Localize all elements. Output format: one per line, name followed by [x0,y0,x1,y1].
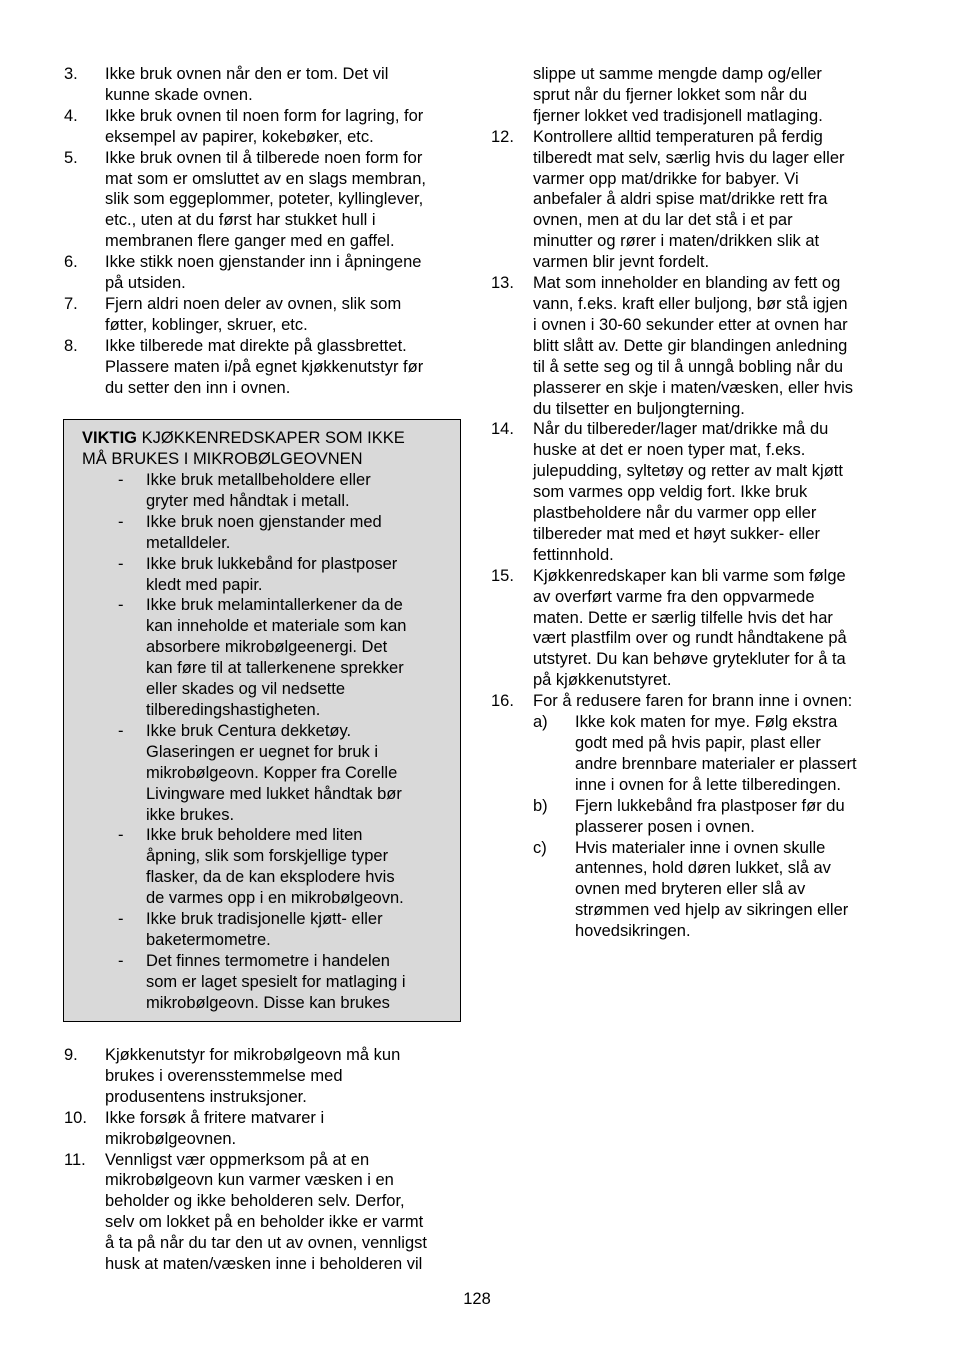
list-item-marker: 8. [64,336,78,355]
warning-item-text: Det finnes termometre i handelen som er laget spesielt for matlaging i mikrobølgeovn. Disse kan brukes [146,951,406,1012]
list-item [64,1108,464,1150]
list-item-marker: 10. [64,1108,87,1127]
warning-list [118,470,448,1014]
sub-item-marker: b) [533,796,548,815]
list-item-marker: 5. [64,148,78,167]
list-item-text: For å redusere faren for brann inne i ovnen: [533,692,853,711]
warning-item-text: Ikke bruk Centura dekketøy. Glaseringen er uegnet for bruk i mikrobølgeovn. Kopper fra Corelle Livingware med lukket håndtak bør ikke brukes. [146,721,402,824]
list-item-text: Ikke bruk ovnen til å tilberede noen form for mat som er omsluttet av en slags membran, slik som eggeplommer, poteter, kyllinglever, etc., uten at du først har stukket hull i membranen flere ganger med en gaffel. [105,148,426,251]
list-item [64,1045,464,1108]
warning-item-text: Ikke bruk lukkebånd for plastposer kledt med papir. [146,554,398,594]
warning-item-text: Ikke bruk beholdere med liten åpning, slik som forskjellige typer flasker, da de kan eksplodere hvis de varmes opp i en mikrobølgeovn. [146,826,404,908]
warning-item [118,554,448,596]
sub-item [491,796,891,838]
list-item-marker: 9. [64,1046,78,1064]
list-item [64,336,464,399]
list-item-marker: 6. [64,253,78,272]
warning-item-text: Ikke bruk melamintallerkener da de kan inneholde et materiale som kan absorbere mikrobølgeenergi. Det kan føre til at tallerkenene sprekker eller skades og vil nedsette tilberedingshastigheten. [146,596,407,719]
list-item-marker: 16. [491,692,514,711]
warning-item-marker: - [118,512,124,531]
list-item-text: Ikke bruk ovnen når den er tom. Det vil kunne skade ovnen. [105,65,389,104]
page-number: 128 [463,1290,491,1308]
continued-text: slippe ut samme mengde damp og/eller sprut når du fjerner lokket som når du fjerner lokket ved tradisjonell matlaging. [533,65,823,125]
list-item-text: Når du tilbereder/lager mat/drikke må du huske at det er noen typer mat, f.eks. julepudding, syltetøy og retter av malt kjøtt som varmes opp veldig fort. Ikke bruk plastbeholdere når du varmer opp eller tilbereder mat med et høyt sukker- eller fettinnhold. [533,420,843,564]
sub-item [491,712,891,796]
warning-item-marker: - [118,554,124,573]
warning-box [63,419,461,1022]
list-item-marker: 13. [491,274,514,293]
list-item-text: Kjøkkenredskaper kan bli varme som følge av overført varme fra den oppvarmede maten. Dette er særlig tilfelle hvis det har vært plastfilm over og rundt håndtakene på utstyret. Du kan behøve grytekluter for å ta på kjøkkenutstyret. [533,566,847,690]
sub-item-marker: a) [533,713,548,732]
warning-item-text: Ikke bruk noen gjenstander med metalldeler. [146,512,382,552]
list-item-text: Ikke bruk ovnen til noen form for lagring, for eksempel av papirer, kokebøker, etc. [105,106,424,146]
list-item [64,106,464,148]
list-item-marker: 11. [64,1150,86,1169]
list-item-marker: 4. [64,106,78,125]
warning-item-marker: - [118,951,124,970]
warning-item-marker: - [118,910,124,929]
warning-item-marker: - [118,471,124,489]
list-item-text: Ikke forsøk å fritere matvarer i mikrobølgeovnen. [105,1108,325,1148]
list-item-marker: 15. [491,566,514,585]
right-list [491,127,891,712]
warning-label: VIKTIG [82,429,138,447]
warning-item-marker: - [118,721,124,740]
list-item [64,1150,464,1275]
warning-item [118,595,448,720]
warning-item [118,470,448,512]
sub-item-text: Ikke kok maten for mye. Følg ekstra godt med på hvis papir, plast eller andre brennbare materialer er plassert inne i ovnen for å lette tilberedingen. [575,713,857,794]
list-item-marker: 7. [64,294,78,313]
warning-heading: KJØKKENREDSKAPER SOM IKKE MÅ BRUKES I MIKROBØLGEOVNEN [82,429,405,468]
sub-item-text: Hvis materialer inne i ovnen skulle antennes, hold døren lukket, slå av ovnen med bryteren eller slå av strømmen ved hjelp av sikringen eller hovedsikringen. [575,838,849,941]
list-item [491,691,891,712]
list-item-marker: 12. [491,127,514,146]
sub-list [491,712,891,942]
list-item-text: Kontrollere alltid temperaturen på ferdig tilberedt mat selv, særlig hvis du lager eller varmer opp mat/drikke for babyer. Vi anbefaler å aldri spise mat/drikke rett fra ovnen, men at du lar det stå i et par minutter og rører i maten/drikken slik at varmen blir jevnt fordelt. [533,127,845,272]
sub-item [491,838,891,943]
left-column-bottom [64,1045,464,1275]
warning-item-text: Ikke bruk tradisjonelle kjøtt- eller baketermometre. [146,910,383,949]
list-item [491,566,891,691]
list-item-text: Ikke stikk noen gjenstander inn i åpningene på utsiden. [105,253,422,293]
warning-box-title [82,428,452,470]
list-item [491,419,891,565]
right-column [491,64,891,942]
warning-item [118,721,448,826]
list-item-marker: 3. [64,65,78,83]
list-item [491,273,891,419]
list-item-text: Kjøkkenutstyr for mikrobølgeovn må kun brukes i overensstemmelse med produsentens instruksjoner. [105,1046,401,1106]
list-item-text: Fjern aldri noen deler av ovnen, slik som føtter, koblinger, skruer, etc. [105,294,402,334]
list-item [64,294,464,336]
sub-item-text: Fjern lukkebånd fra plastposer før du plasserer posen i ovnen. [575,796,845,836]
warning-item [118,951,448,1014]
warning-item-marker: - [118,596,124,615]
sub-item-marker: c) [533,838,547,857]
list-item [491,127,891,273]
list-item-text: Mat som inneholder en blanding av fett og vann, f.eks. kraft eller buljong, bør stå igjen i ovnen i 30-60 sekunder etter at ovnen har blitt slått av. Dette gir blandingen anledning til å sette seg og til å unngå bobling når du plasserer en skje i maten/væsken, eller hvis du tilsetter en buljongterning. [533,274,854,418]
list-item [64,148,464,253]
list-item [64,252,464,294]
warning-item [118,825,448,909]
left-column-top [64,64,464,399]
list-item-text: Ikke tilberede mat direkte på glassbrettet. Plassere maten i/på egnet kjøkkenutstyr før du setter den inn i ovnen. [105,336,424,397]
warning-item-text: Ikke bruk metallbeholdere eller gryter med håndtak i metall. [146,471,371,510]
list-item [64,64,464,106]
warning-item-marker: - [118,826,124,845]
warning-item [118,512,448,554]
list-item-text: Vennligst vær oppmerksom på at en mikrobølgeovn kun varmer væsken i en beholder og ikke beholderen selv. Derfor, selv om lokket på en beholder ikke er varmt å ta på når du tar den ut av ovnen, vennligst husk at maten/væsken inne i beholderen vil [105,1150,427,1274]
list-item-marker: 14. [491,420,514,439]
warning-item [118,909,448,951]
